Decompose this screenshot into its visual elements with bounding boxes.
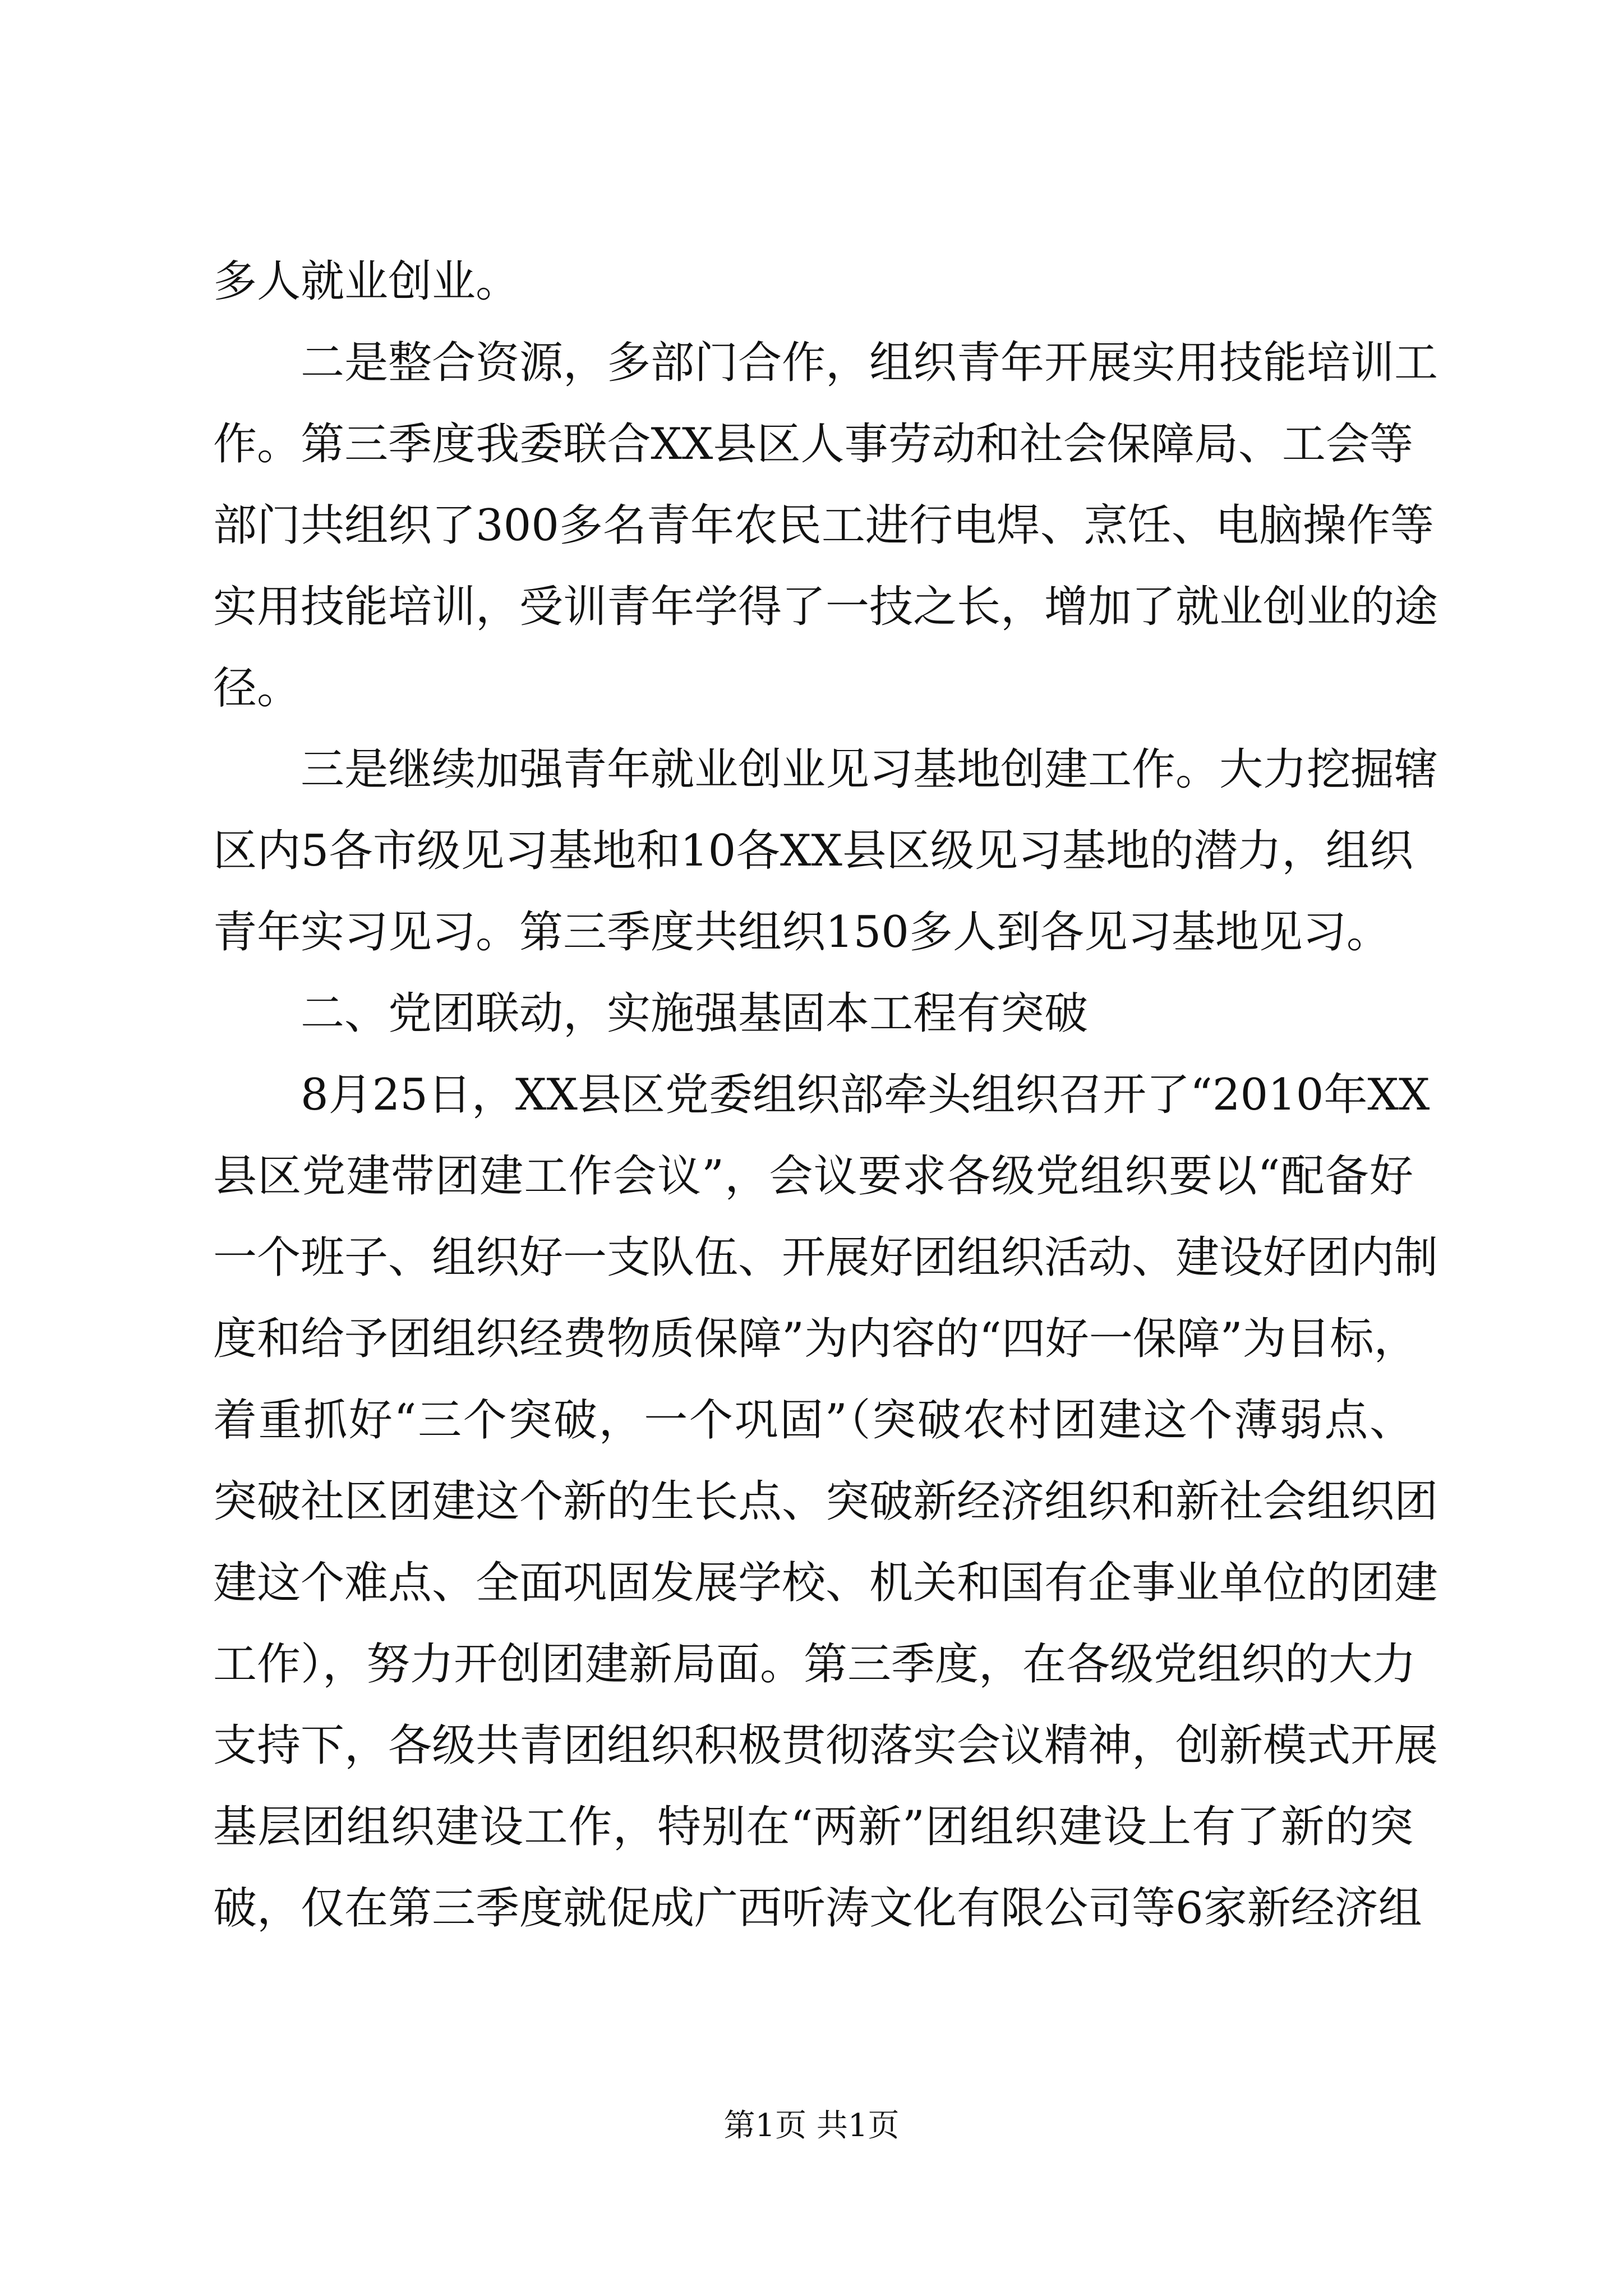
document-body [213, 241, 1438, 1949]
text-line: 建这个难点、全面巩固发展学校、机关和国有企事业单位的团建 [213, 1558, 1438, 1608]
text-line: 着重抓好“三个突破，一个巩固”（突破农村团建这个薄弱点、 [213, 1395, 1413, 1446]
text-line: 度和给予团组织经费物质保障”为内容的“四好一保障”为目标， [213, 1314, 1418, 1364]
text-line: 县区党建带团建工作会议”，会议要求各级党组织要以“配备好 [213, 1151, 1413, 1202]
text-line: 支持下，各级共青团组织积极贯彻落实会议精神，创新模式开展 [213, 1720, 1438, 1771]
text-line: 实用技能培训，受训青年学得了一技之长，增加了就业创业的途 [213, 582, 1438, 632]
text-line: 破，仅在第三季度就促成广西听涛文化有限公司等6家新经济组 [213, 1883, 1422, 1934]
text-line: 二、党团联动，实施强基固本工程有突破 [301, 988, 1089, 1039]
text-line: 区内5各市级见习基地和10各XX县区级见习基地的潜力，组织 [213, 826, 1413, 876]
text-line: 二是整合资源，多部门合作，组织青年开展实用技能培训工 [301, 338, 1438, 388]
text-line: 工作），努力开创团建新局面。第三季度，在各级党组织的大力 [213, 1639, 1417, 1690]
page-footer: 第1页 共1页 [723, 2108, 900, 2144]
text-line: 8月25日，XX县区党委组织部牵头组织召开了“2010年XX [301, 1070, 1430, 1120]
text-line: 基层团组织建设工作，特别在“两新”团组织建设上有了新的突 [213, 1802, 1413, 1852]
text-line: 部门共组织了300多名青年农民工进行电焊、烹饪、电脑操作等 [213, 500, 1434, 551]
text-line: 一个班子、组织好一支队伍、开展好团组织活动、建设好团内制 [213, 1232, 1438, 1283]
text-line: 突破社区团建这个新的生长点、突破新经济组织和新社会组织团 [213, 1476, 1438, 1527]
text-line: 青年实习见习。第三季度共组织150多人到各见习基地见习。 [213, 907, 1390, 958]
text-line: 多人就业创业。 [213, 256, 520, 307]
text-line: 三是继续加强青年就业创业见习基地创建工作。大力挖掘辖 [301, 744, 1438, 795]
text-line: 作。第三季度我委联合XX县区人事劳动和社会保障局、工会等 [213, 419, 1413, 470]
text-line: 径。 [213, 663, 301, 714]
